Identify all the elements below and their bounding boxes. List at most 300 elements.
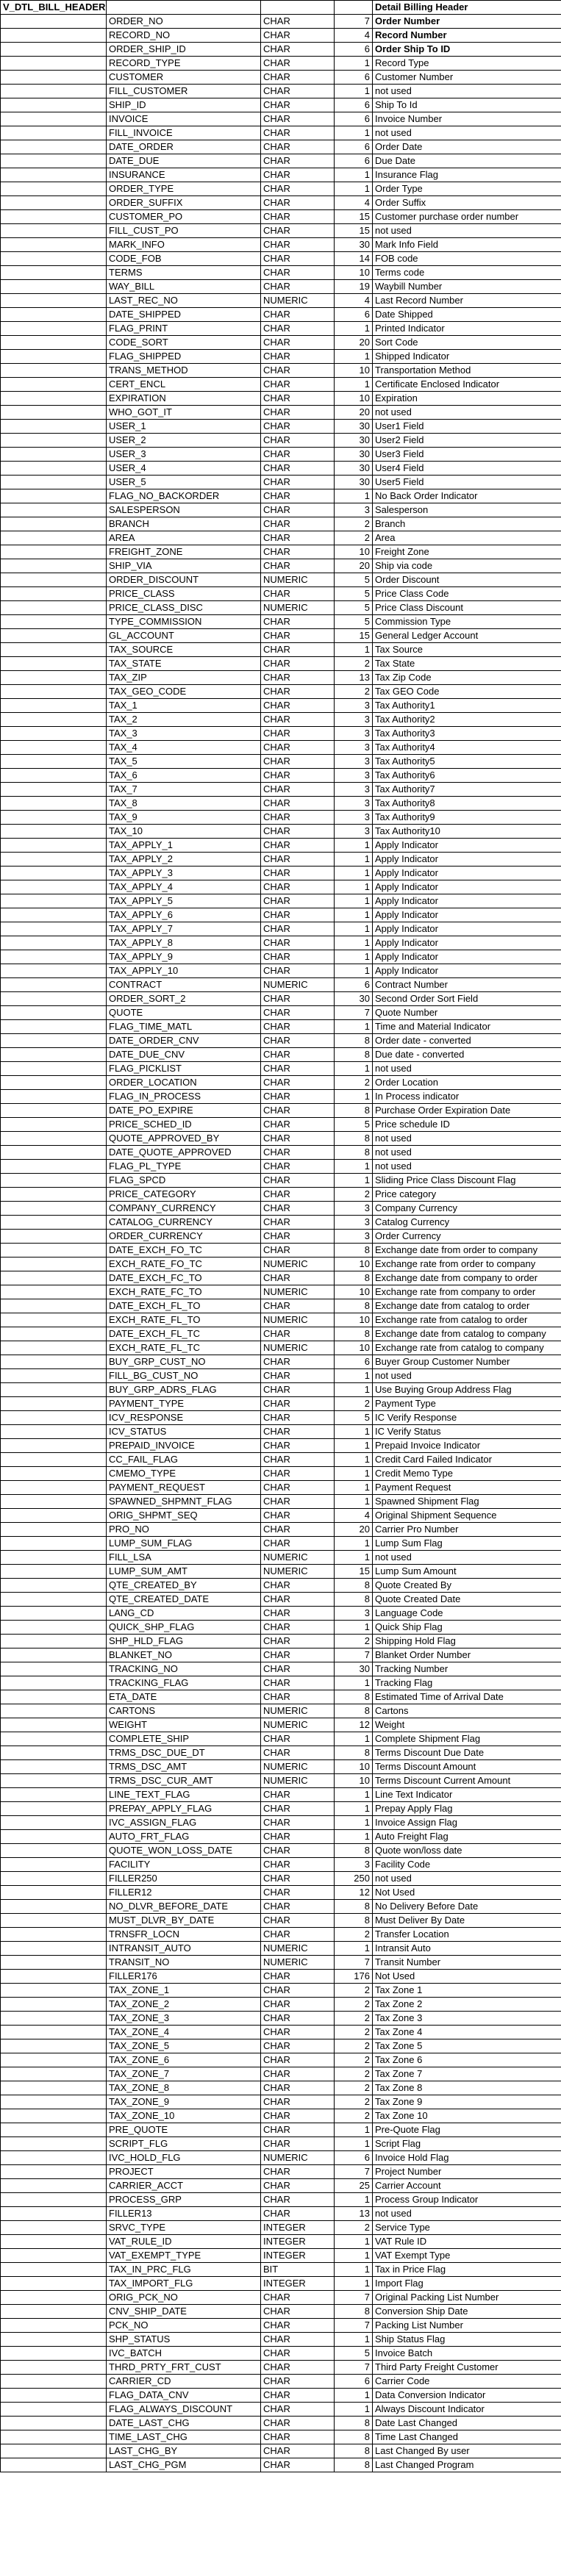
length-cell[interactable]: 15 bbox=[335, 224, 373, 238]
data-type-cell[interactable]: CHAR bbox=[261, 839, 335, 853]
row-blank-cell[interactable] bbox=[1, 2039, 107, 2053]
data-type-cell[interactable]: NUMERIC bbox=[261, 1718, 335, 1732]
length-cell[interactable]: 1 bbox=[335, 894, 373, 908]
row-blank-cell[interactable] bbox=[1, 1621, 107, 1635]
field-name-cell[interactable]: USER_5 bbox=[107, 476, 261, 489]
row-blank-cell[interactable] bbox=[1, 15, 107, 29]
data-type-cell[interactable]: CHAR bbox=[261, 1830, 335, 1844]
field-name-cell[interactable]: LAST_CHG_BY bbox=[107, 2444, 261, 2458]
row-blank-cell[interactable] bbox=[1, 615, 107, 629]
description-cell[interactable]: Project Number bbox=[373, 2165, 561, 2179]
data-type-cell[interactable]: CHAR bbox=[261, 2458, 335, 2472]
length-cell[interactable]: 1 bbox=[335, 2193, 373, 2207]
description-cell[interactable]: Tax Zone 4 bbox=[373, 2026, 561, 2039]
data-type-cell[interactable]: CHAR bbox=[261, 85, 335, 98]
row-blank-cell[interactable] bbox=[1, 629, 107, 643]
row-blank-cell[interactable] bbox=[1, 2026, 107, 2039]
description-cell[interactable]: Company Currency bbox=[373, 1202, 561, 1216]
description-cell[interactable]: No Delivery Before Date bbox=[373, 1900, 561, 1914]
row-blank-cell[interactable] bbox=[1, 1635, 107, 1648]
data-type-cell[interactable]: CHAR bbox=[261, 71, 335, 85]
length-cell[interactable]: 1 bbox=[335, 908, 373, 922]
data-type-cell[interactable]: CHAR bbox=[261, 741, 335, 755]
length-cell[interactable]: 8 bbox=[335, 2417, 373, 2430]
data-type-cell[interactable]: CHAR bbox=[261, 1788, 335, 1802]
description-cell[interactable]: Apply Indicator bbox=[373, 908, 561, 922]
length-cell[interactable]: 8 bbox=[335, 1132, 373, 1146]
length-cell[interactable]: 3 bbox=[335, 1607, 373, 1621]
data-type-cell[interactable]: BIT bbox=[261, 2263, 335, 2277]
data-type-cell[interactable]: CHAR bbox=[261, 1816, 335, 1830]
description-cell[interactable]: Date Shipped bbox=[373, 308, 561, 322]
length-cell[interactable]: 2 bbox=[335, 1984, 373, 1998]
length-cell[interactable]: 13 bbox=[335, 671, 373, 685]
length-cell[interactable]: 8 bbox=[335, 2444, 373, 2458]
description-cell[interactable]: Quote Number bbox=[373, 1006, 561, 1020]
length-cell[interactable]: 7 bbox=[335, 2291, 373, 2305]
data-type-cell[interactable]: CHAR bbox=[261, 559, 335, 573]
field-name-cell[interactable]: DATE_QUOTE_APPROVED bbox=[107, 1146, 261, 1160]
field-name-cell[interactable]: TAX_9 bbox=[107, 811, 261, 825]
data-type-cell[interactable]: CHAR bbox=[261, 154, 335, 168]
length-cell[interactable]: 2 bbox=[335, 1076, 373, 1090]
field-name-cell[interactable]: SRVC_TYPE bbox=[107, 2221, 261, 2235]
description-cell[interactable]: Transfer Location bbox=[373, 1928, 561, 1942]
description-cell[interactable]: Terms code bbox=[373, 266, 561, 280]
length-cell[interactable]: 1 bbox=[335, 182, 373, 196]
row-blank-cell[interactable] bbox=[1, 1355, 107, 1369]
field-name-cell[interactable]: PCK_NO bbox=[107, 2319, 261, 2333]
description-cell[interactable]: Last Changed Program bbox=[373, 2458, 561, 2472]
row-blank-cell[interactable] bbox=[1, 922, 107, 936]
description-cell[interactable]: Weight bbox=[373, 1718, 561, 1732]
row-blank-cell[interactable] bbox=[1, 1593, 107, 1607]
length-cell[interactable]: 1 bbox=[335, 57, 373, 71]
length-cell[interactable]: 10 bbox=[335, 1257, 373, 1271]
length-cell[interactable]: 1 bbox=[335, 922, 373, 936]
table-description[interactable]: Detail Billing Header bbox=[373, 1, 561, 15]
length-cell[interactable]: 1 bbox=[335, 2123, 373, 2137]
field-name-cell[interactable]: USER_4 bbox=[107, 462, 261, 476]
field-name-cell[interactable]: FILL_LSA bbox=[107, 1551, 261, 1565]
row-blank-cell[interactable] bbox=[1, 2207, 107, 2221]
row-blank-cell[interactable] bbox=[1, 713, 107, 727]
data-type-cell[interactable]: CHAR bbox=[261, 2389, 335, 2403]
length-cell[interactable]: 1 bbox=[335, 1495, 373, 1509]
length-cell[interactable]: 1 bbox=[335, 1732, 373, 1746]
length-cell[interactable]: 1 bbox=[335, 2277, 373, 2291]
row-blank-cell[interactable] bbox=[1, 1732, 107, 1746]
field-name-cell[interactable]: TRACKING_NO bbox=[107, 1662, 261, 1676]
description-cell[interactable]: Tax Zone 3 bbox=[373, 2012, 561, 2026]
data-type-cell[interactable]: NUMERIC bbox=[261, 1956, 335, 1970]
data-type-cell[interactable]: INTEGER bbox=[261, 2277, 335, 2291]
length-cell[interactable]: 15 bbox=[335, 629, 373, 643]
length-cell[interactable]: 2 bbox=[335, 2095, 373, 2109]
data-type-cell[interactable]: CHAR bbox=[261, 308, 335, 322]
row-blank-cell[interactable] bbox=[1, 1146, 107, 1160]
field-name-cell[interactable]: EXCH_RATE_FC_TO bbox=[107, 1285, 261, 1299]
row-blank-cell[interactable] bbox=[1, 2109, 107, 2123]
field-name-cell[interactable]: FILLER176 bbox=[107, 1970, 261, 1984]
description-cell[interactable]: Tax Zone 6 bbox=[373, 2053, 561, 2067]
description-cell[interactable]: Exchange rate from catalog to order bbox=[373, 1313, 561, 1327]
data-type-cell[interactable]: CHAR bbox=[261, 880, 335, 894]
field-name-cell[interactable]: EXPIRATION bbox=[107, 392, 261, 406]
data-type-cell[interactable]: CHAR bbox=[261, 1174, 335, 1188]
row-blank-cell[interactable] bbox=[1, 727, 107, 741]
length-cell[interactable]: 8 bbox=[335, 1244, 373, 1257]
description-cell[interactable]: Transportation Method bbox=[373, 364, 561, 378]
data-type-cell[interactable]: CHAR bbox=[261, 1648, 335, 1662]
length-cell[interactable]: 8 bbox=[335, 1593, 373, 1607]
description-cell[interactable]: Tax Authority7 bbox=[373, 783, 561, 797]
row-blank-cell[interactable] bbox=[1, 1341, 107, 1355]
description-cell[interactable]: Exchange rate from company to order bbox=[373, 1285, 561, 1299]
row-blank-cell[interactable] bbox=[1, 1230, 107, 1244]
row-blank-cell[interactable] bbox=[1, 783, 107, 797]
field-name-cell[interactable]: TAX_7 bbox=[107, 783, 261, 797]
description-cell[interactable]: Original Shipment Sequence bbox=[373, 1509, 561, 1523]
length-cell[interactable]: 5 bbox=[335, 2347, 373, 2361]
data-type-cell[interactable]: CHAR bbox=[261, 2333, 335, 2347]
data-type-cell[interactable]: CHAR bbox=[261, 1006, 335, 1020]
length-cell[interactable]: 1 bbox=[335, 853, 373, 867]
data-type-cell[interactable]: CHAR bbox=[261, 1076, 335, 1090]
row-blank-cell[interactable] bbox=[1, 601, 107, 615]
data-type-cell[interactable]: CHAR bbox=[261, 2095, 335, 2109]
data-type-cell[interactable]: CHAR bbox=[261, 1216, 335, 1230]
data-type-cell[interactable]: CHAR bbox=[261, 1467, 335, 1481]
field-name-cell[interactable]: LUMP_SUM_FLAG bbox=[107, 1537, 261, 1551]
description-cell[interactable]: Use Buying Group Address Flag bbox=[373, 1383, 561, 1397]
row-blank-cell[interactable] bbox=[1, 1690, 107, 1704]
row-blank-cell[interactable] bbox=[1, 294, 107, 308]
length-cell[interactable]: 8 bbox=[335, 1104, 373, 1118]
field-name-cell[interactable]: QTE_CREATED_DATE bbox=[107, 1593, 261, 1607]
field-name-cell[interactable]: IVC_BATCH bbox=[107, 2347, 261, 2361]
data-type-cell[interactable]: CHAR bbox=[261, 1188, 335, 1202]
field-name-cell[interactable]: ICV_RESPONSE bbox=[107, 1411, 261, 1425]
row-blank-cell[interactable] bbox=[1, 1662, 107, 1676]
field-name-cell[interactable]: FLAG_ALWAYS_DISCOUNT bbox=[107, 2403, 261, 2417]
data-type-cell[interactable]: CHAR bbox=[261, 252, 335, 266]
field-name-cell[interactable]: THRD_PRTY_FRT_CUST bbox=[107, 2361, 261, 2375]
length-cell[interactable]: 25 bbox=[335, 2179, 373, 2193]
data-type-cell[interactable]: CHAR bbox=[261, 98, 335, 112]
row-blank-cell[interactable] bbox=[1, 1453, 107, 1467]
data-type-cell[interactable]: CHAR bbox=[261, 1104, 335, 1118]
description-cell[interactable]: Auto Freight Flag bbox=[373, 1830, 561, 1844]
field-name-cell[interactable]: LAST_CHG_PGM bbox=[107, 2458, 261, 2472]
length-cell[interactable]: 3 bbox=[335, 1858, 373, 1872]
data-type-cell[interactable]: CHAR bbox=[261, 1886, 335, 1900]
description-cell[interactable]: Quick Ship Flag bbox=[373, 1621, 561, 1635]
data-type-cell[interactable]: CHAR bbox=[261, 1146, 335, 1160]
field-name-cell[interactable]: DATE_EXCH_FC_TO bbox=[107, 1271, 261, 1285]
field-name-cell[interactable]: TRANSIT_NO bbox=[107, 1956, 261, 1970]
description-cell[interactable]: Quote Created By bbox=[373, 1579, 561, 1593]
row-blank-cell[interactable] bbox=[1, 811, 107, 825]
length-cell[interactable]: 3 bbox=[335, 741, 373, 755]
row-blank-cell[interactable] bbox=[1, 2319, 107, 2333]
field-name-cell[interactable]: TAX_STATE bbox=[107, 657, 261, 671]
data-type-cell[interactable]: CHAR bbox=[261, 503, 335, 517]
length-cell[interactable]: 1 bbox=[335, 1676, 373, 1690]
length-cell[interactable]: 7 bbox=[335, 1006, 373, 1020]
length-cell[interactable]: 4 bbox=[335, 196, 373, 210]
field-name-cell[interactable]: RECORD_TYPE bbox=[107, 57, 261, 71]
field-name-cell[interactable]: TAX_10 bbox=[107, 825, 261, 839]
field-name-cell[interactable]: FLAG_DATA_CNV bbox=[107, 2389, 261, 2403]
description-cell[interactable]: Certificate Enclosed Indicator bbox=[373, 378, 561, 392]
length-cell[interactable]: 20 bbox=[335, 336, 373, 350]
length-cell[interactable]: 8 bbox=[335, 1914, 373, 1928]
field-name-cell[interactable]: FILLER12 bbox=[107, 1886, 261, 1900]
length-cell[interactable]: 15 bbox=[335, 1565, 373, 1579]
description-cell[interactable]: Order Date bbox=[373, 140, 561, 154]
row-blank-cell[interactable] bbox=[1, 936, 107, 950]
field-name-cell[interactable]: VAT_RULE_ID bbox=[107, 2235, 261, 2249]
description-cell[interactable]: Date Last Changed bbox=[373, 2417, 561, 2430]
description-cell[interactable]: Apply Indicator bbox=[373, 867, 561, 880]
field-name-cell[interactable]: CERT_ENCL bbox=[107, 378, 261, 392]
field-name-cell[interactable]: FILL_CUST_PO bbox=[107, 224, 261, 238]
field-name-cell[interactable]: BRANCH bbox=[107, 517, 261, 531]
description-cell[interactable]: In Process indicator bbox=[373, 1090, 561, 1104]
row-blank-cell[interactable] bbox=[1, 71, 107, 85]
description-cell[interactable]: Carrier Pro Number bbox=[373, 1523, 561, 1537]
data-type-cell[interactable]: CHAR bbox=[261, 1118, 335, 1132]
field-name-cell[interactable]: FLAG_PICKLIST bbox=[107, 1062, 261, 1076]
description-cell[interactable]: not used bbox=[373, 2207, 561, 2221]
row-blank-cell[interactable] bbox=[1, 1495, 107, 1509]
row-blank-cell[interactable] bbox=[1, 1216, 107, 1230]
length-cell[interactable]: 6 bbox=[335, 43, 373, 57]
length-cell[interactable]: 1 bbox=[335, 950, 373, 964]
data-type-cell[interactable]: CHAR bbox=[261, 2430, 335, 2444]
row-blank-cell[interactable] bbox=[1, 1802, 107, 1816]
field-name-cell[interactable]: PRICE_CATEGORY bbox=[107, 1188, 261, 1202]
description-cell[interactable]: Quote Created Date bbox=[373, 1593, 561, 1607]
row-blank-cell[interactable] bbox=[1, 238, 107, 252]
length-cell[interactable]: 2 bbox=[335, 685, 373, 699]
description-cell[interactable]: User4 Field bbox=[373, 462, 561, 476]
length-cell[interactable]: 4 bbox=[335, 1509, 373, 1523]
description-cell[interactable]: Packing List Number bbox=[373, 2319, 561, 2333]
data-type-cell[interactable]: CHAR bbox=[261, 2039, 335, 2053]
length-cell[interactable]: 1 bbox=[335, 1467, 373, 1481]
description-cell[interactable]: Sort Code bbox=[373, 336, 561, 350]
data-type-cell[interactable]: CHAR bbox=[261, 1048, 335, 1062]
row-blank-cell[interactable] bbox=[1, 420, 107, 434]
data-type-cell[interactable]: CHAR bbox=[261, 2165, 335, 2179]
length-cell[interactable]: 1 bbox=[335, 880, 373, 894]
field-name-cell[interactable]: TAX_2 bbox=[107, 713, 261, 727]
field-name-cell[interactable]: ORDER_SORT_2 bbox=[107, 992, 261, 1006]
field-name-cell[interactable]: TAX_APPLY_5 bbox=[107, 894, 261, 908]
description-cell[interactable]: Tax Zone 10 bbox=[373, 2109, 561, 2123]
data-type-cell[interactable]: CHAR bbox=[261, 643, 335, 657]
length-cell[interactable]: 1 bbox=[335, 867, 373, 880]
field-name-cell[interactable]: LAST_REC_NO bbox=[107, 294, 261, 308]
length-cell[interactable]: 1 bbox=[335, 1453, 373, 1467]
field-name-cell[interactable]: TAX_ZONE_10 bbox=[107, 2109, 261, 2123]
length-cell[interactable]: 2 bbox=[335, 1188, 373, 1202]
length-cell[interactable]: 8 bbox=[335, 1900, 373, 1914]
row-blank-cell[interactable] bbox=[1, 1034, 107, 1048]
field-name-cell[interactable]: FILL_INVOICE bbox=[107, 126, 261, 140]
row-blank-cell[interactable] bbox=[1, 1244, 107, 1257]
data-type-cell[interactable]: CHAR bbox=[261, 1425, 335, 1439]
length-cell[interactable]: 1 bbox=[335, 1090, 373, 1104]
data-type-cell[interactable]: CHAR bbox=[261, 1998, 335, 2012]
data-type-cell[interactable]: CHAR bbox=[261, 1872, 335, 1886]
length-cell[interactable]: 1 bbox=[335, 1551, 373, 1565]
description-cell[interactable]: Due date - converted bbox=[373, 1048, 561, 1062]
data-type-cell[interactable]: NUMERIC bbox=[261, 1551, 335, 1565]
field-name-cell[interactable]: DATE_ORDER bbox=[107, 140, 261, 154]
description-cell[interactable]: not used bbox=[373, 224, 561, 238]
field-name-cell[interactable]: BUY_GRP_CUST_NO bbox=[107, 1355, 261, 1369]
length-cell[interactable]: 13 bbox=[335, 2207, 373, 2221]
length-cell[interactable]: 5 bbox=[335, 601, 373, 615]
length-cell[interactable]: 1 bbox=[335, 1481, 373, 1495]
description-cell[interactable]: Exchange rate from order to company bbox=[373, 1257, 561, 1271]
description-cell[interactable]: Salesperson bbox=[373, 503, 561, 517]
description-cell[interactable]: Time and Material Indicator bbox=[373, 1020, 561, 1034]
data-type-cell[interactable]: CHAR bbox=[261, 462, 335, 476]
length-cell[interactable]: 1 bbox=[335, 1802, 373, 1816]
description-cell[interactable]: User2 Field bbox=[373, 434, 561, 448]
length-cell[interactable]: 1 bbox=[335, 2137, 373, 2151]
description-cell[interactable]: Process Group Indicator bbox=[373, 2193, 561, 2207]
data-type-cell[interactable]: CHAR bbox=[261, 853, 335, 867]
description-cell[interactable]: Lump Sum Flag bbox=[373, 1537, 561, 1551]
row-blank-cell[interactable] bbox=[1, 741, 107, 755]
length-cell[interactable]: 2 bbox=[335, 2109, 373, 2123]
length-cell[interactable]: 1 bbox=[335, 2389, 373, 2403]
length-cell[interactable]: 10 bbox=[335, 1285, 373, 1299]
description-cell[interactable]: Record Number bbox=[373, 29, 561, 43]
field-name-cell[interactable]: TAX_4 bbox=[107, 741, 261, 755]
length-cell[interactable]: 1 bbox=[335, 2249, 373, 2263]
length-cell[interactable]: 30 bbox=[335, 238, 373, 252]
row-blank-cell[interactable] bbox=[1, 168, 107, 182]
length-cell[interactable]: 8 bbox=[335, 2458, 373, 2472]
field-name-cell[interactable]: PREPAID_INVOICE bbox=[107, 1439, 261, 1453]
description-cell[interactable]: Blanket Order Number bbox=[373, 1648, 561, 1662]
row-blank-cell[interactable] bbox=[1, 699, 107, 713]
field-name-cell[interactable]: PRE_QUOTE bbox=[107, 2123, 261, 2137]
field-name-cell[interactable]: CARRIER_CD bbox=[107, 2375, 261, 2389]
data-type-cell[interactable]: NUMERIC bbox=[261, 294, 335, 308]
length-cell[interactable]: 8 bbox=[335, 1746, 373, 1760]
data-type-cell[interactable]: CHAR bbox=[261, 1900, 335, 1914]
length-cell[interactable]: 3 bbox=[335, 1230, 373, 1244]
field-name-cell[interactable]: TAX_1 bbox=[107, 699, 261, 713]
description-cell[interactable]: Cartons bbox=[373, 1704, 561, 1718]
field-name-cell[interactable]: TAX_6 bbox=[107, 769, 261, 783]
length-cell[interactable]: 1 bbox=[335, 378, 373, 392]
field-name-cell[interactable]: EXCH_RATE_FL_TC bbox=[107, 1341, 261, 1355]
length-cell[interactable]: 6 bbox=[335, 140, 373, 154]
field-name-cell[interactable]: FLAG_SPCD bbox=[107, 1174, 261, 1188]
field-name-cell[interactable]: SALESPERSON bbox=[107, 503, 261, 517]
data-type-cell[interactable]: CHAR bbox=[261, 43, 335, 57]
description-cell[interactable]: Complete Shipment Flag bbox=[373, 1732, 561, 1746]
description-cell[interactable]: Tax Zone 7 bbox=[373, 2067, 561, 2081]
length-cell[interactable]: 8 bbox=[335, 1704, 373, 1718]
description-cell[interactable]: Tax Authority8 bbox=[373, 797, 561, 811]
length-cell[interactable]: 1 bbox=[335, 126, 373, 140]
row-blank-cell[interactable] bbox=[1, 1872, 107, 1886]
field-name-cell[interactable]: ORDER_LOCATION bbox=[107, 1076, 261, 1090]
data-type-cell[interactable]: CHAR bbox=[261, 1802, 335, 1816]
length-cell[interactable]: 1 bbox=[335, 1174, 373, 1188]
data-type-cell[interactable]: CHAR bbox=[261, 1132, 335, 1146]
description-cell[interactable]: Apply Indicator bbox=[373, 880, 561, 894]
length-cell[interactable]: 5 bbox=[335, 587, 373, 601]
row-blank-cell[interactable] bbox=[1, 573, 107, 587]
row-blank-cell[interactable] bbox=[1, 1425, 107, 1439]
row-blank-cell[interactable] bbox=[1, 2347, 107, 2361]
description-cell[interactable]: Order Location bbox=[373, 1076, 561, 1090]
description-cell[interactable]: Line Text Indicator bbox=[373, 1788, 561, 1802]
row-blank-cell[interactable] bbox=[1, 1313, 107, 1327]
field-name-cell[interactable]: TAX_ZONE_2 bbox=[107, 1998, 261, 2012]
field-name-cell[interactable]: PROJECT bbox=[107, 2165, 261, 2179]
row-blank-cell[interactable] bbox=[1, 2430, 107, 2444]
description-cell[interactable]: Order Type bbox=[373, 182, 561, 196]
length-cell[interactable]: 2 bbox=[335, 1928, 373, 1942]
description-cell[interactable]: Order Number bbox=[373, 15, 561, 29]
field-name-cell[interactable]: CARRIER_ACCT bbox=[107, 2179, 261, 2193]
row-blank-cell[interactable] bbox=[1, 964, 107, 978]
data-type-cell[interactable]: CHAR bbox=[261, 1202, 335, 1216]
row-blank-cell[interactable] bbox=[1, 1956, 107, 1970]
data-type-cell[interactable]: CHAR bbox=[261, 1299, 335, 1313]
description-cell[interactable]: Price Class Discount bbox=[373, 601, 561, 615]
length-cell[interactable]: 2 bbox=[335, 657, 373, 671]
row-blank-cell[interactable] bbox=[1, 587, 107, 601]
row-blank-cell[interactable] bbox=[1, 1648, 107, 1662]
field-name-cell[interactable]: TAX_GEO_CODE bbox=[107, 685, 261, 699]
length-cell[interactable]: 30 bbox=[335, 992, 373, 1006]
length-cell[interactable]: 3 bbox=[335, 1216, 373, 1230]
field-name-cell[interactable]: DATE_PO_EXPIRE bbox=[107, 1104, 261, 1118]
description-cell[interactable]: Invoice Hold Flag bbox=[373, 2151, 561, 2165]
description-cell[interactable]: Waybill Number bbox=[373, 280, 561, 294]
data-type-cell[interactable]: CHAR bbox=[261, 1607, 335, 1621]
field-name-cell[interactable]: LINE_TEXT_FLAG bbox=[107, 1788, 261, 1802]
data-type-cell[interactable]: CHAR bbox=[261, 1244, 335, 1257]
row-blank-cell[interactable] bbox=[1, 2389, 107, 2403]
data-type-cell[interactable]: CHAR bbox=[261, 336, 335, 350]
field-name-cell[interactable]: TAX_APPLY_4 bbox=[107, 880, 261, 894]
description-cell[interactable]: Customer purchase order number bbox=[373, 210, 561, 224]
data-type-cell[interactable]: CHAR bbox=[261, 210, 335, 224]
length-cell[interactable]: 6 bbox=[335, 154, 373, 168]
description-cell[interactable]: Tracking Number bbox=[373, 1662, 561, 1676]
field-name-cell[interactable]: DATE_DUE bbox=[107, 154, 261, 168]
description-cell[interactable]: IC Verify Status bbox=[373, 1425, 561, 1439]
description-cell[interactable]: Apply Indicator bbox=[373, 936, 561, 950]
row-blank-cell[interactable] bbox=[1, 406, 107, 420]
data-type-cell[interactable]: CHAR bbox=[261, 657, 335, 671]
length-cell[interactable]: 2 bbox=[335, 2012, 373, 2026]
data-type-cell[interactable]: CHAR bbox=[261, 1160, 335, 1174]
